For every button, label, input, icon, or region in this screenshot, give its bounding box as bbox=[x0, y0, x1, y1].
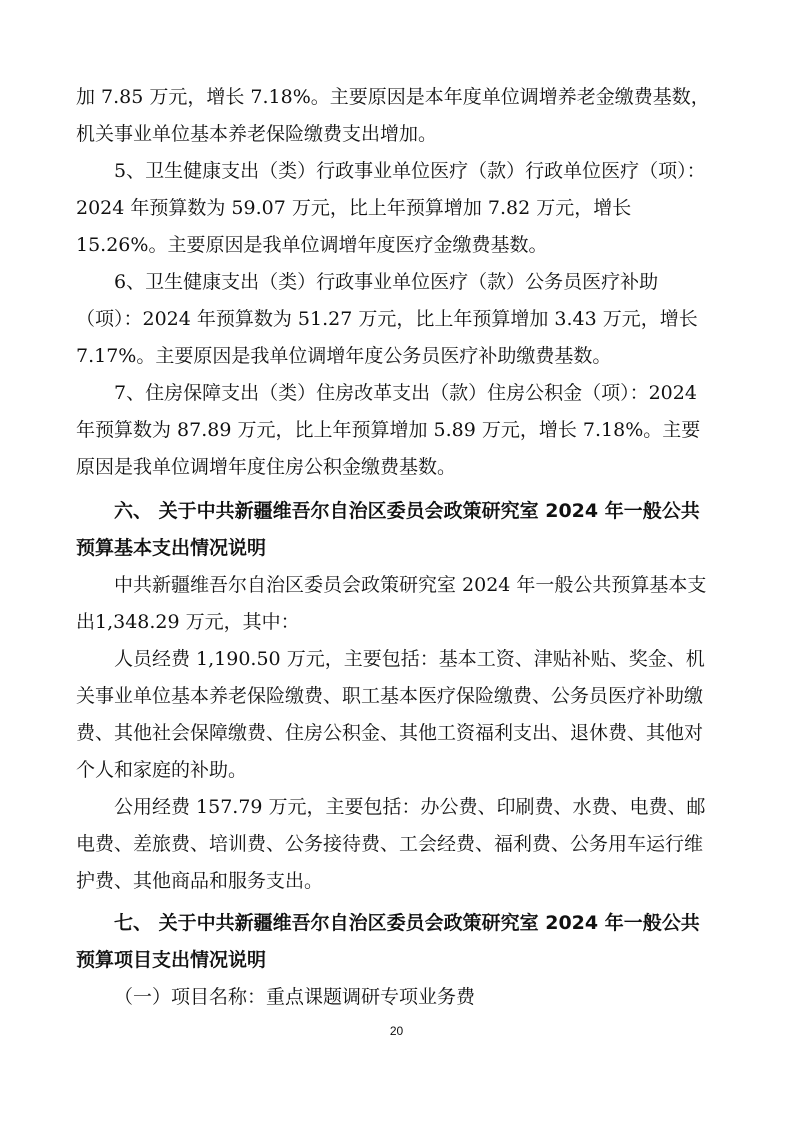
paragraph-item-7-housing-fund: 7、住房保障支出（类）住房改革支出（款）住房公积金（项）：2024 年预算数为 87.89 万元，比上年预算增加 5.89 万元，增长 7.18%。主要原因是我单位调增年度住房公积金缴费基数。 bbox=[76, 382, 701, 478]
paragraph-pension-continuation: 加 7.85 万元，增长 7.18%。主要原因是本年度单位调增养老金缴费基数，机关事业单位基本养老保险缴费支出增加。 bbox=[76, 86, 710, 145]
paragraph-personnel-expenses: 人员经费 1,190.50 万元，主要包括：基本工资、津贴补贴、奖金、机关事业单位基本养老保险缴费、职工基本医疗保险缴费、公务员医疗补助缴费、其他社会保障缴费、住房公积金、其他工资福利支出、退休费、其他对个人和家庭的补助。 bbox=[76, 648, 705, 781]
paragraph-basic-expenditure-total: 中共新疆维吾尔自治区委员会政策研究室 2024 年一般公共预算基本支出1,348.29 万元，其中： bbox=[76, 574, 707, 633]
section-heading-project-expenditure: 七、 关于中共新疆维吾尔自治区委员会政策研究室 2024 年一般公共预算项目支出情况说明 bbox=[76, 912, 700, 971]
paragraph-item-6-civil-servant-medical: 6、卫生健康支出（类）行政事业单位医疗（款）公务员医疗补助（项）：2024 年预算数为 51.27 万元，比上年预算增加 3.43 万元，增长 7.17%。主要原因是我单位调增年度公务员医疗补助缴费基数。 bbox=[76, 271, 698, 367]
page-number: 20 bbox=[389, 1024, 404, 1038]
section-heading-basic-expenditure: 六、 关于中共新疆维吾尔自治区委员会政策研究室 2024 年一般公共预算基本支出情况说明 bbox=[76, 500, 700, 559]
paragraph-item-5-medical: 5、卫生健康支出（类）行政事业单位医疗（款）行政单位医疗（项）：2024 年预算数为 59.07 万元，比上年预算增加 7.82 万元，增长 15.26%。主要原因是我单位调增年度医疗金缴费基数。 bbox=[76, 160, 706, 256]
paragraph-project-name: （一）项目名称：重点课题调研专项业务费 bbox=[114, 986, 476, 1008]
paragraph-public-expenses: 公用经费 157.79 万元，主要包括：办公费、印刷费、水费、电费、邮电费、差旅费、培训费、公务接待费、工会经费、福利费、公务用车运行维护费、其他商品和服务支出。 bbox=[76, 796, 706, 892]
